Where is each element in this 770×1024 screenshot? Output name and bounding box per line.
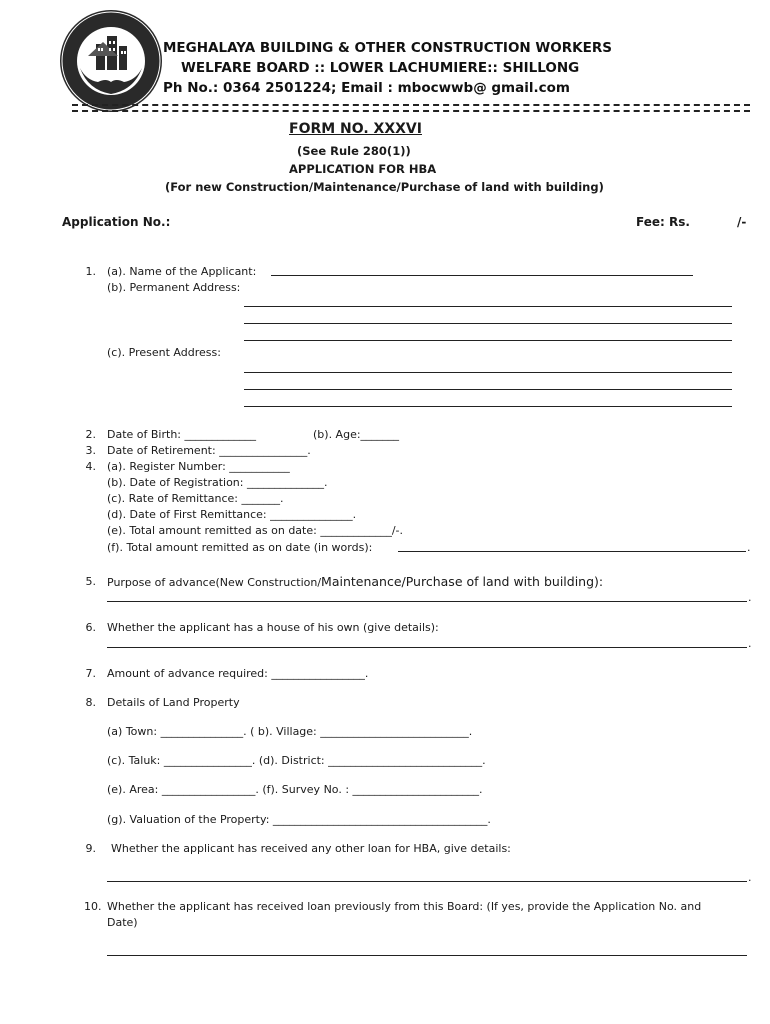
item-number: 9. [85,842,96,855]
line-end-dot: . [748,591,752,604]
header-separator [72,104,750,112]
line-end-dot: . [748,637,752,650]
present-address-label: (c). Present Address: [107,346,221,359]
advance-amount-field[interactable]: Amount of advance required: _________________. [107,667,369,680]
item-number: 10. [84,900,102,913]
form-title: FORM NO. XXXVI [289,121,422,137]
remittance-rate-field[interactable]: (c). Rate of Remittance: _______. [107,492,284,505]
total-remitted-field[interactable]: (e). Total amount remitted as on date: _____________/-. [107,524,404,537]
item-number: 8. [85,696,96,709]
present-address-line-1[interactable] [244,372,732,373]
purpose-label [107,574,603,589]
register-number-field[interactable]: (a). Register Number: ___________ [107,460,290,473]
item-number: 3. [85,444,96,457]
logo-text [164,8,165,9]
org-name-line1: MEGHALAYA BUILDING & OTHER CONSTRUCTION WORKERS [163,40,612,56]
own-house-label: Whether the applicant has a house of his own (give details): [107,621,439,634]
permanent-address-line-1[interactable] [244,306,732,307]
item-number: 5. [85,575,96,588]
previous-loan-label: Whether the applicant has received loan previously from this Board: (If yes, provide the Application No. and [107,900,702,913]
applicant-name-field[interactable] [271,275,693,276]
dob-field[interactable]: Date of Birth: _____________ [107,428,256,441]
board-logo [58,8,164,114]
retirement-date-field[interactable]: Date of Retirement: ________________. [107,444,311,457]
previous-loan-label-cont: Date) [107,916,138,929]
present-address-line-2[interactable] [244,389,732,390]
fee-suffix: /- [737,215,747,229]
line-end-dot: . [748,871,752,884]
total-remitted-words-field[interactable] [398,551,746,552]
age-field[interactable]: (b). Age:_______ [313,428,400,441]
application-no-label: Application No.: [62,215,171,229]
form-subheading: (For new Construction/Maintenance/Purchase of land with building) [165,180,604,194]
other-loan-label: Whether the applicant has received any other loan for HBA, give details: [111,842,511,855]
org-name-line2: WELFARE BOARD :: LOWER LACHUMIERE:: SHILLONG [181,60,580,76]
taluk-district-fields[interactable]: (c). Taluk: ________________. (d). District: ____________________________. [107,754,486,767]
present-address-line-3[interactable] [244,406,732,407]
purpose-label-part1: Purpose of advance(New Construction/ [107,576,322,589]
total-remitted-words-label: (f). Total amount remitted as on date (in words): [107,541,373,554]
first-remittance-date-field[interactable]: (d). Date of First Remittance: _______________. [107,508,357,521]
valuation-field[interactable]: (g). Valuation of the Property: _______________________________________. [107,813,491,826]
town-village-fields[interactable]: (a) Town: _______________. ( b). Village: ___________________________. [107,725,473,738]
item-number: 6. [85,621,96,634]
applicant-name-label: (a). Name of the Applicant: [107,265,257,278]
registration-date-field[interactable]: (b). Date of Registration: ______________. [107,476,328,489]
permanent-address-line-2[interactable] [244,323,732,324]
permanent-address-label: (b). Permanent Address: [107,281,241,294]
purpose-field[interactable] [107,601,747,602]
area-survey-fields[interactable]: (e). Area: _________________. (f). Survey No. : _______________________. [107,783,483,796]
form-heading: APPLICATION FOR HBA [289,162,437,176]
previous-loan-field[interactable] [107,955,747,956]
form-rule: (See Rule 280(1)) [297,144,411,158]
item-number: 2. [85,428,96,441]
own-house-field[interactable] [107,647,747,648]
item-number: 7. [85,667,96,680]
contact-line: Ph No.: 0364 2501224; Email : mbocwwb@ gmail.com [163,80,570,96]
item-number: 1. [85,265,96,278]
other-loan-field[interactable] [107,881,747,882]
purpose-label-part2: Maintenance/Purchase of land with building): [321,574,604,589]
permanent-address-line-3[interactable] [244,340,732,341]
item-number: 4. [85,460,96,473]
line-end-dot: . [747,541,751,554]
fee-label: Fee: Rs. [636,215,690,229]
logo-emblem-icon [58,8,164,114]
land-property-heading: Details of Land Property [107,696,240,709]
